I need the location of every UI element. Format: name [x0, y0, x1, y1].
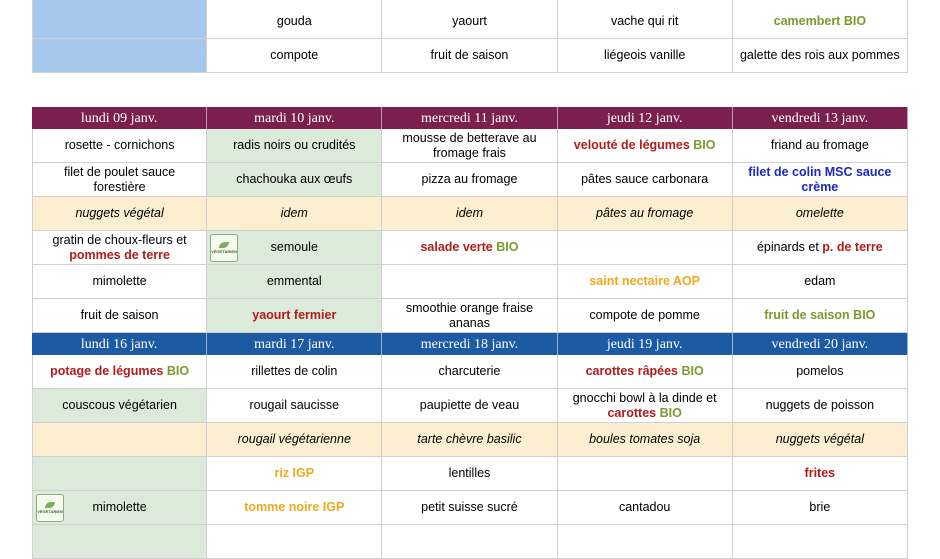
dish-text	[796, 364, 843, 379]
dish-part: pommes de terre	[69, 247, 170, 262]
dish-part: rosette - cornichons	[64, 138, 175, 152]
dish-part: carottes râpées	[585, 364, 682, 378]
dish-text	[776, 432, 864, 447]
leaf-icon	[45, 502, 55, 508]
menu-cell	[558, 457, 733, 491]
dish-text	[604, 48, 685, 63]
menu-cell	[32, 129, 207, 163]
dish-text	[62, 398, 177, 413]
menu-cell	[207, 389, 382, 423]
dish-part: tomme noire IGP	[244, 500, 345, 514]
dish-text	[774, 14, 866, 29]
dish-part: pomelos	[796, 364, 844, 378]
menu-cell	[382, 423, 557, 457]
logo-text: VÉGÉTARIEN	[211, 249, 238, 254]
menu-cell	[207, 231, 382, 265]
dish-text	[267, 274, 322, 289]
menu-cell	[382, 355, 557, 389]
dish-part: yaourt fermier	[252, 308, 337, 322]
dish-part: riz IGP	[274, 466, 315, 480]
menu-cell	[207, 163, 382, 197]
dish-part: nuggets végétal	[75, 206, 164, 220]
menu-row	[32, 129, 908, 163]
dish-text	[252, 308, 336, 323]
menu-cell	[382, 197, 557, 231]
dish-part: edam	[804, 274, 836, 288]
menu-cell	[558, 231, 733, 265]
menu-cell	[733, 299, 908, 333]
dish-text	[804, 274, 835, 289]
menu-cell	[558, 525, 733, 559]
dish-text	[619, 500, 670, 515]
menu-cell	[32, 163, 207, 197]
dish-text	[449, 466, 491, 481]
dish-part: pizza au fromage	[421, 172, 518, 186]
dish-text	[589, 432, 700, 447]
menu-cell	[207, 5, 382, 39]
dish-text	[236, 172, 352, 187]
menu-row	[32, 355, 908, 389]
dish-text	[81, 308, 159, 323]
leaf-icon	[219, 242, 229, 248]
dish-part: cantadou	[618, 500, 671, 514]
menu-cell	[32, 299, 207, 333]
dish-text	[270, 48, 318, 63]
dish-part: lentilles	[448, 466, 491, 480]
menu-cell	[382, 265, 557, 299]
menu-cell	[733, 491, 908, 525]
logo-text: VÉGÉTARIEN	[37, 509, 63, 514]
dish-part: salade verte	[420, 240, 497, 254]
dish-text	[388, 131, 550, 161]
dish-part: fruit de saison	[430, 48, 509, 62]
dish-part: mimolette	[92, 274, 147, 288]
dish-text	[249, 398, 339, 413]
day-header-row	[32, 333, 908, 355]
menu-cell	[558, 389, 733, 423]
dish-part: pâtes sauce carbonara	[581, 172, 709, 186]
dish-text	[420, 398, 519, 413]
dish-text	[65, 138, 175, 153]
dish-part: idem	[455, 206, 484, 220]
dish-text	[456, 206, 483, 221]
menu-cell	[382, 389, 557, 423]
menu-cell	[207, 355, 382, 389]
dish-text	[75, 206, 163, 221]
menu-cell	[558, 129, 733, 163]
dish-text	[233, 138, 355, 153]
dish-text	[39, 165, 200, 195]
dish-text	[809, 500, 830, 515]
day-header: mercredi 11 janv.	[382, 107, 557, 129]
menu-cell	[558, 5, 733, 39]
dish-part: omelette	[795, 206, 844, 220]
menu-row	[32, 389, 908, 423]
dish-part: gratin de choux-fleurs et	[52, 232, 187, 247]
menu-cell	[558, 355, 733, 389]
dish-text	[417, 432, 521, 447]
dish-text	[764, 308, 875, 323]
menu-cell	[733, 163, 908, 197]
dish-part: rougail saucisse	[249, 398, 340, 412]
dish-part: charcuterie	[438, 364, 501, 378]
dish-part: nuggets végétal	[775, 432, 864, 446]
menu-cell	[207, 265, 382, 299]
menu-row	[32, 197, 908, 231]
dish-part: yaourt	[452, 14, 487, 28]
dish-text	[421, 500, 518, 515]
menu-cell	[207, 129, 382, 163]
menu-cell	[382, 163, 557, 197]
dish-text	[50, 364, 189, 379]
menu-cell	[382, 457, 557, 491]
dish-part: compote de pomme	[589, 308, 700, 322]
menu-cell	[382, 39, 557, 73]
menu-cell	[733, 231, 908, 265]
menu-row	[32, 265, 908, 299]
dish-part: p. de terre	[822, 240, 883, 254]
dish-part: BIO	[681, 364, 704, 378]
menu-cell	[207, 525, 382, 559]
dish-part: petit suisse sucré	[421, 500, 518, 514]
menu-cell	[733, 389, 908, 423]
menu-cell	[32, 525, 207, 559]
dish-part: mimolette	[92, 500, 147, 514]
menu-cell	[558, 491, 733, 525]
dish-text	[611, 14, 678, 29]
menu-cell	[32, 423, 207, 457]
menu-cell	[207, 39, 382, 73]
menu-cell	[207, 197, 382, 231]
menu-cell	[207, 457, 382, 491]
menu-cell	[32, 231, 207, 265]
dish-part: pâtes au fromage	[596, 206, 694, 220]
dish-part: rillettes de colin	[251, 364, 338, 378]
day-header: vendredi 20 janv.	[733, 333, 908, 355]
menu-cell	[32, 197, 207, 231]
day-header: lundi 16 janv.	[32, 333, 207, 355]
dish-text	[452, 14, 487, 29]
dish-part: radis noirs ou crudités	[233, 138, 356, 152]
menu-cell	[733, 265, 908, 299]
menu-row	[32, 299, 908, 333]
dish-text	[281, 206, 308, 221]
dish-text	[431, 48, 509, 63]
menu-cell	[382, 299, 557, 333]
dish-part: BIO	[496, 240, 519, 254]
dish-part: frites	[804, 466, 836, 480]
dish-part: liégeois vanille	[604, 48, 686, 62]
dish-part: potage de légumes	[50, 364, 167, 378]
dish-text	[422, 172, 518, 187]
dish-text	[589, 308, 699, 323]
menu-cell	[733, 5, 908, 39]
menu-cell	[733, 525, 908, 559]
dish-text	[93, 274, 147, 289]
dish-text	[586, 364, 704, 379]
dish-part: smoothie orange fraise ananas	[405, 300, 534, 330]
dish-part: BIO	[166, 364, 190, 378]
dish-part: chachouka aux œufs	[236, 172, 353, 186]
menu-row	[32, 5, 908, 39]
day-header: jeudi 12 janv.	[558, 107, 733, 129]
dish-text	[766, 398, 874, 413]
vegetarian-logo-icon	[36, 494, 64, 522]
menu-cell	[558, 299, 733, 333]
dish-text	[388, 301, 550, 331]
dish-text	[420, 240, 518, 255]
dish-text	[574, 138, 716, 153]
dish-part: mousse de betterave au fromage frais	[402, 130, 537, 160]
menu-cell	[382, 491, 557, 525]
dish-part: compote	[270, 48, 319, 62]
menu-cell	[207, 491, 382, 525]
menu-row	[32, 525, 908, 559]
dish-part: semoule	[270, 240, 318, 254]
menu-cell	[382, 525, 557, 559]
dish-text	[439, 364, 501, 379]
menu-cell	[558, 39, 733, 73]
vegetarian-logo-icon	[210, 234, 238, 262]
dish-text	[589, 274, 700, 289]
dish-part: galette des rois aux pommes	[739, 48, 900, 62]
dish-part: velouté de légumes	[573, 138, 694, 152]
menu-cell	[207, 299, 382, 333]
menu-row	[32, 491, 908, 525]
menu-cell	[733, 355, 908, 389]
menu-cell	[733, 457, 908, 491]
dish-text	[244, 500, 344, 515]
dish-part: boules tomates soja	[589, 432, 701, 446]
menu-cell	[32, 265, 207, 299]
dish-part: gnocchi bowl à la dinde et	[572, 390, 717, 405]
menu-row	[32, 163, 908, 197]
menu-cell	[558, 197, 733, 231]
menu-cell	[558, 163, 733, 197]
menu-cell	[382, 231, 557, 265]
menu-cell	[32, 39, 207, 73]
dish-part: camembert BIO	[773, 14, 867, 28]
dish-part: BIO	[693, 138, 716, 152]
dish-text	[93, 500, 147, 515]
dish-text	[805, 466, 836, 481]
dish-part: brie	[809, 500, 831, 514]
day-header: mercredi 18 janv.	[382, 333, 557, 355]
dish-text	[757, 240, 883, 255]
dish-part: gouda	[276, 14, 312, 28]
dish-part: filet de colin MSC sauce crème	[748, 164, 892, 194]
dish-part: fruit de saison BIO	[764, 308, 876, 322]
dish-part: épinards et	[756, 240, 823, 254]
dish-text	[271, 240, 318, 255]
dish-part: paupiette de veau	[419, 398, 520, 412]
dish-part: filet de poulet sauce forestière	[63, 164, 176, 194]
menu-cell	[32, 389, 207, 423]
day-header: lundi 09 janv.	[32, 107, 207, 129]
dish-part: couscous végétarien	[62, 398, 177, 412]
dish-part: BIO	[659, 405, 682, 420]
dish-part: carottes	[607, 405, 660, 420]
dish-text	[564, 391, 726, 421]
dish-part: fruit de saison	[80, 308, 159, 322]
day-header: jeudi 19 janv.	[558, 333, 733, 355]
dish-text	[796, 206, 844, 221]
menu-cell	[733, 129, 908, 163]
day-header: vendredi 13 janv.	[733, 107, 908, 129]
dish-part: saint nectaire AOP	[589, 274, 700, 288]
dish-part: tarte chèvre basilic	[417, 432, 522, 446]
menu-cell	[382, 129, 557, 163]
dish-text	[740, 48, 900, 63]
menu-cell	[733, 423, 908, 457]
menu-cell	[733, 39, 908, 73]
menu-row	[32, 457, 908, 491]
dish-text	[238, 432, 351, 447]
dish-part: vache qui rit	[610, 14, 679, 28]
menu-cell	[733, 197, 908, 231]
menu-row	[32, 423, 908, 457]
day-header-row	[32, 107, 908, 129]
dish-part: rougail végétarienne	[237, 432, 351, 446]
dish-text	[596, 206, 693, 221]
day-header: mardi 10 janv.	[207, 107, 382, 129]
dish-part: nuggets de poisson	[765, 398, 875, 412]
menu-row	[32, 231, 908, 265]
menu-cell	[382, 5, 557, 39]
menu-row	[32, 39, 908, 73]
dish-text	[39, 233, 200, 263]
dish-text	[771, 138, 869, 153]
menu-cell	[32, 457, 207, 491]
day-header: mardi 17 janv.	[207, 333, 382, 355]
menu-cell	[558, 265, 733, 299]
dish-part: idem	[280, 206, 308, 220]
menu-cell	[32, 491, 207, 525]
dish-part: friand au fromage	[770, 138, 869, 152]
menu-cell	[558, 423, 733, 457]
dish-text	[251, 364, 337, 379]
dish-text	[581, 172, 708, 187]
menu-cell	[207, 423, 382, 457]
dish-text	[739, 165, 901, 195]
dish-part: emmental	[266, 274, 322, 288]
dish-text	[274, 466, 314, 481]
dish-text	[277, 14, 312, 29]
menu-cell	[32, 5, 207, 39]
menu-cell	[32, 355, 207, 389]
